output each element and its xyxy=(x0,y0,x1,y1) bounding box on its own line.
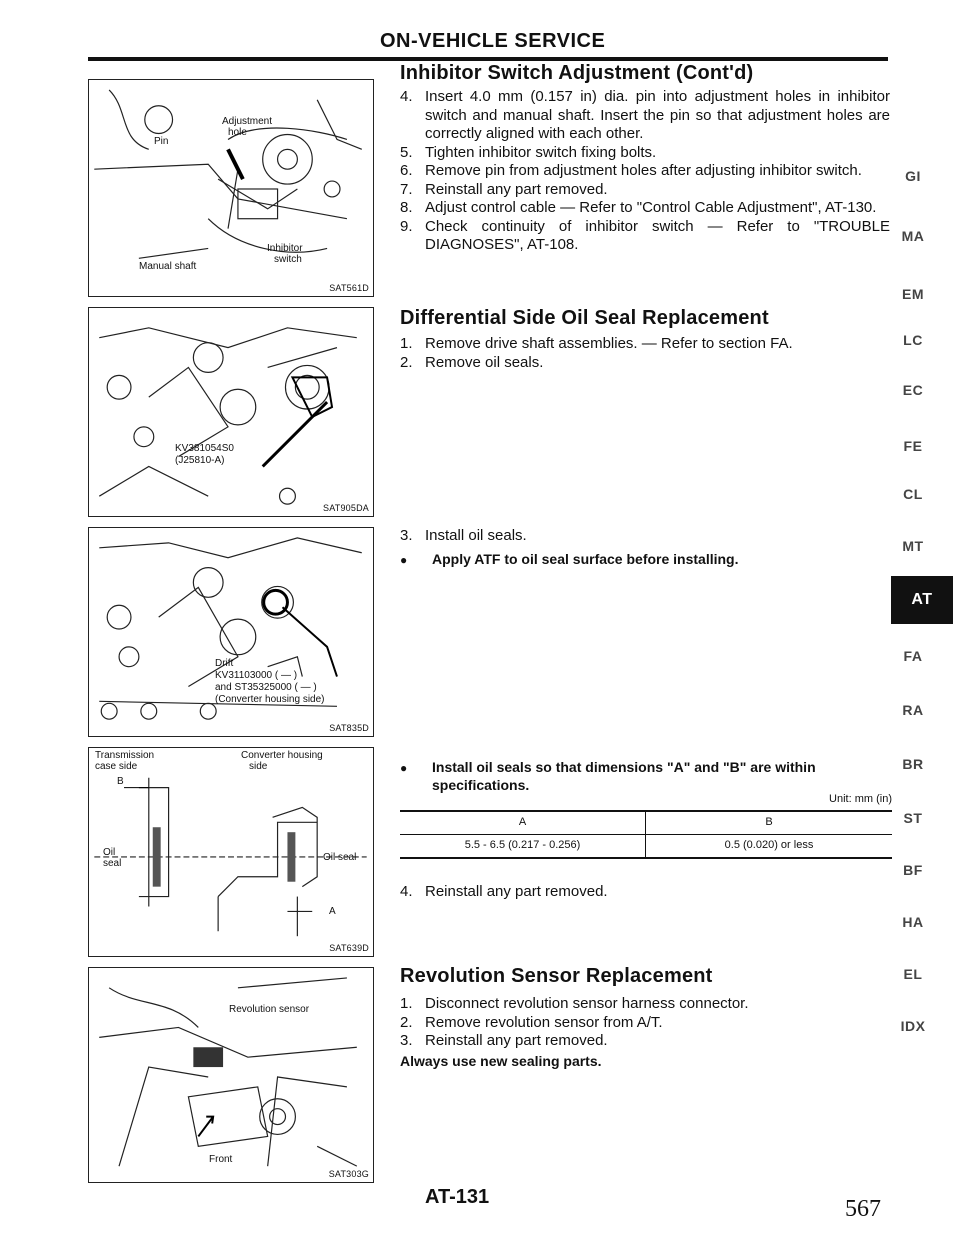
tab-ma[interactable]: MA xyxy=(901,228,925,244)
figure-oil-seal-install: Drift KV31103000 ( — ) and ST35325000 ( — ) (Converter housing side) SAT835D xyxy=(88,527,374,737)
list-item: 4. Reinstall any part removed. xyxy=(400,883,608,900)
tab-lc[interactable]: LC xyxy=(903,332,923,348)
figure-code: SAT561D xyxy=(329,283,369,293)
tab-ha[interactable]: HA xyxy=(902,914,924,930)
list-item: 9. Check continuity of inhibitor switch — Refer to "TROUBLE DIAGNOSES", AT-108. xyxy=(400,217,890,253)
bullet-dimensions: ● Install oil seals so that dimensions "A" and "B" are within specifications. xyxy=(400,759,816,793)
tab-ec[interactable]: EC xyxy=(902,382,924,398)
table-cell-b: 0.5 (0.020) or less xyxy=(646,835,893,859)
figure-revolution-sensor-drawing xyxy=(89,968,373,1182)
figure-inhibitor-switch: Pin Adjustment hole Inhibitor switch Manual shaft SAT561D xyxy=(88,79,374,297)
differential-step3 xyxy=(400,527,890,546)
list-item: 2. Remove oil seals. xyxy=(400,353,544,371)
figure-oil-seal-removal: KV381054S0 (J25810-A) SAT905DA xyxy=(88,307,374,517)
figure-inhibitor-switch-drawing xyxy=(89,80,373,296)
list-item: 3. Reinstall any part removed. xyxy=(400,1032,608,1049)
tab-cl[interactable]: CL xyxy=(903,486,923,502)
tab-st[interactable]: ST xyxy=(903,810,923,826)
table-header-row xyxy=(400,811,892,835)
tab-em[interactable]: EM xyxy=(902,286,924,302)
list-item: 7. Reinstall any part removed. xyxy=(400,180,608,198)
bullet-apply-atf: ● Apply ATF to oil seal surface before installing. xyxy=(400,551,739,567)
tab-fe[interactable]: FE xyxy=(903,438,923,454)
figure-code: SAT905DA xyxy=(323,503,369,513)
figure-code: SAT303G xyxy=(328,1169,369,1179)
page-number: 567 xyxy=(845,1196,881,1222)
list-item: 3. Install oil seals. xyxy=(400,527,527,544)
table-header-a: A xyxy=(400,811,646,835)
table-cell-a: 5.5 - 6.5 (0.217 - 0.256) xyxy=(400,835,646,859)
revolution-steps xyxy=(400,995,890,1051)
tab-fa[interactable]: FA xyxy=(903,648,923,664)
page-code: AT-131 xyxy=(425,1186,490,1208)
tab-at[interactable]: AT xyxy=(891,576,953,624)
table-row xyxy=(400,835,892,859)
list-item: 4. Insert 4.0 mm (0.157 in) dia. pin into adjustment holes in inhibitor switch and manual shaft. Insert the pin so that adjustment holes are correctly aligned with each other. xyxy=(400,88,890,142)
tab-mt[interactable]: MT xyxy=(902,538,924,554)
differential-title: Differential Side Oil Seal Replacement xyxy=(400,307,769,329)
revolution-title: Revolution Sensor Replacement xyxy=(400,965,713,987)
list-item: 1. Remove drive shaft assemblies. — Refer to section FA. xyxy=(400,335,793,352)
page-header: ON-VEHICLE SERVICE xyxy=(380,30,606,52)
differential-steps xyxy=(400,335,890,372)
figure-code: SAT639D xyxy=(329,943,369,953)
list-item: 2. Remove revolution sensor from A/T. xyxy=(400,1013,663,1031)
tab-br[interactable]: BR xyxy=(902,756,924,772)
figure-code: SAT835D xyxy=(329,723,369,733)
list-item: 8. Adjust control cable — Refer to "Control Cable Adjustment", AT-130. xyxy=(400,199,877,216)
list-item: 6. Remove pin from adjustment holes after adjusting inhibitor switch. xyxy=(400,162,862,179)
unit-label: Unit: mm (in) xyxy=(829,793,892,805)
figure-oil-seal-removal-drawing xyxy=(89,308,373,516)
figure-revolution-sensor: Revolution sensor Front SAT303G xyxy=(88,967,374,1183)
header-rule xyxy=(88,57,888,61)
spec-table xyxy=(400,810,892,859)
revolution-note: Always use new sealing parts. xyxy=(400,1053,602,1069)
list-item: 5. Tighten inhibitor switch fixing bolts. xyxy=(400,143,657,161)
inhibitor-title: Inhibitor Switch Adjustment (Cont'd) xyxy=(400,62,754,84)
tab-gi[interactable]: GI xyxy=(905,168,921,184)
bullet-icon: ● xyxy=(400,761,408,775)
bullet-icon: ● xyxy=(400,553,408,567)
list-item: 1. Disconnect revolution sensor harness connector. xyxy=(400,995,749,1012)
inhibitor-steps xyxy=(400,88,890,255)
differential-step4 xyxy=(400,883,890,902)
tab-idx[interactable]: IDX xyxy=(900,1018,926,1034)
tab-ra[interactable]: RA xyxy=(902,702,924,718)
figure-seal-dimensions: Transmission case side Converter housing side B Oil seal Oil seal A SAT639D xyxy=(88,747,374,957)
table-header-b: B xyxy=(646,811,893,835)
tab-bf[interactable]: BF xyxy=(903,862,923,878)
tab-el[interactable]: EL xyxy=(903,966,923,982)
